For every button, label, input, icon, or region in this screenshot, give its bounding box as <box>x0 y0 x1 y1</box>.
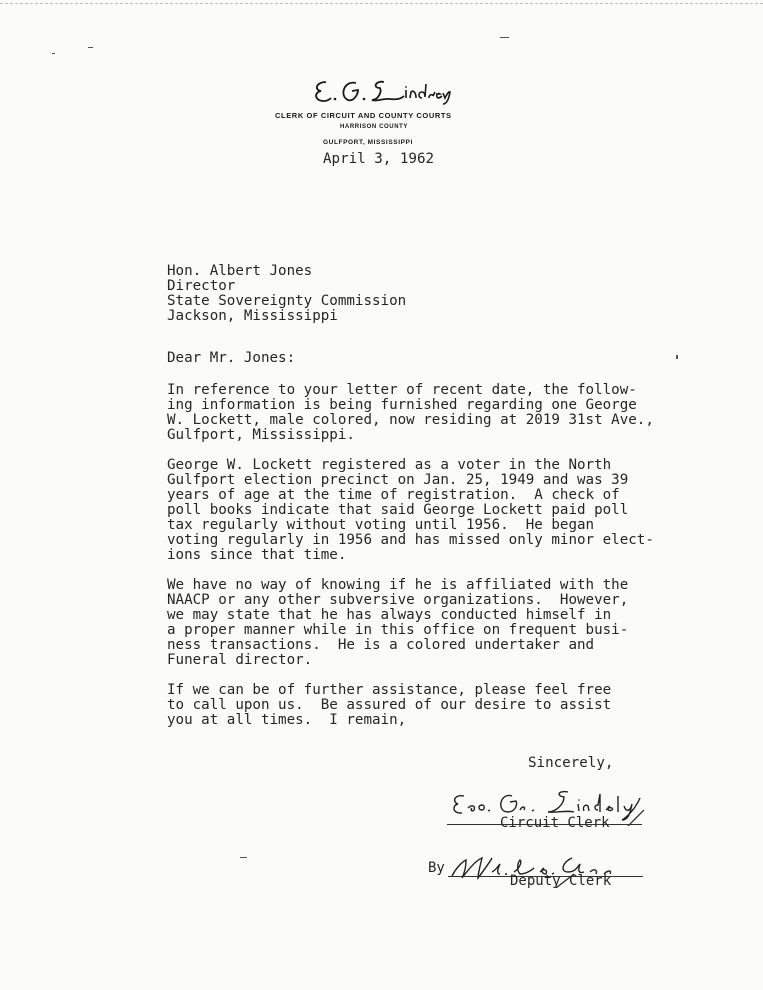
paragraph-3-line: Funeral director. <box>167 652 313 668</box>
paper-speck <box>88 47 93 48</box>
letterhead-signature-logo <box>312 76 462 106</box>
recipient-name: Hon. Albert Jones <box>167 263 313 279</box>
paragraph-4-line: you at all times. I remain, <box>167 712 407 728</box>
letterhead-title: CLERK OF CIRCUIT AND COUNTY COURTS <box>275 111 452 120</box>
paragraph-3-line: we may state that he has always conducted himself in <box>167 607 612 623</box>
letterhead-city: GULFPORT, MISSISSIPPI <box>323 139 413 146</box>
by-label: By <box>428 860 445 876</box>
paragraph-3-line: a proper manner while in this office on frequent busi- <box>167 622 629 638</box>
paragraph-3-line: We have no way of knowing if he is affiliated with the <box>167 577 629 593</box>
paragraph-2-line: voting regularly in 1956 and has missed only minor elect- <box>167 532 654 548</box>
paper-speck <box>500 37 509 38</box>
page-top-edge <box>0 3 763 4</box>
paper-speck <box>52 53 55 54</box>
letterhead-county: HARRISON COUNTY <box>340 124 409 130</box>
paragraph-2-line: Gulfport election precinct on Jan. 25, 1949 and was 39 <box>167 472 629 488</box>
paragraph-2-line: George W. Lockett registered as a voter in the North <box>167 457 612 473</box>
closing: Sincerely, <box>528 755 614 771</box>
paper-speck <box>676 355 678 359</box>
recipient-title: Director <box>167 278 236 294</box>
recipient-location: Jackson, Mississippi <box>167 308 338 324</box>
paragraph-1-line: W. Lockett, male colored, now residing at 2019 31st Ave., <box>167 412 654 428</box>
salutation: Dear Mr. Jones: <box>167 350 296 366</box>
paper-speck <box>240 857 247 858</box>
paragraph-1-line: Gulfport, Mississippi. <box>167 427 355 443</box>
paragraph-3-line: NAACP or any other subversive organizations. However, <box>167 592 629 608</box>
paragraph-4-line: to call upon us. Be assured of our desire to assist <box>167 697 612 713</box>
paragraph-1-line: ing information is being furnished regarding one George <box>167 397 637 413</box>
deputy-clerk-title: Deputy Clerk <box>510 873 612 889</box>
recipient-organization: State Sovereignty Commission <box>167 293 407 309</box>
letter-date: April 3, 1962 <box>323 151 435 167</box>
paragraph-3-line: ness transactions. He is a colored undertaker and <box>167 637 595 653</box>
paragraph-2-line: years of age at the time of registration. A check of <box>167 487 620 503</box>
circuit-clerk-title: Circuit Clerk <box>500 815 610 831</box>
paragraph-4-line: If we can be of further assistance, please feel free <box>167 682 612 698</box>
paragraph-1-line: In reference to your letter of recent date, the follow- <box>167 382 637 398</box>
paragraph-2-line: ions since that time. <box>167 547 347 563</box>
paragraph-2-line: poll books indicate that said George Lockett paid poll <box>167 502 629 518</box>
paragraph-2-line: tax regularly without voting until 1956. He began <box>167 517 595 533</box>
